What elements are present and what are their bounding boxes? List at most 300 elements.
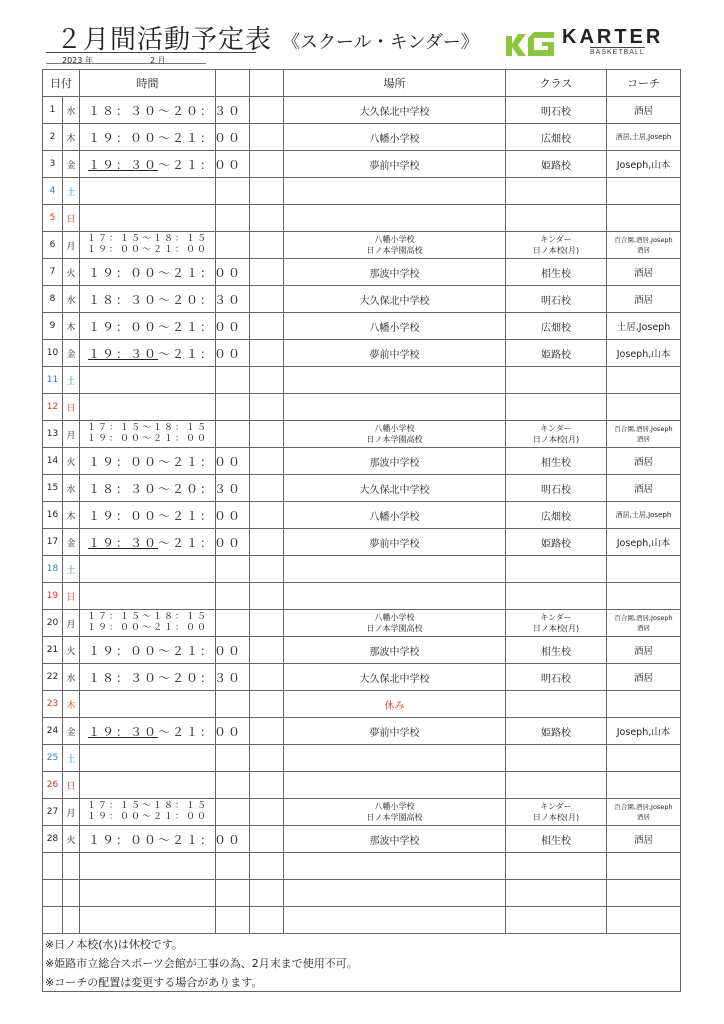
table-row	[43, 583, 681, 610]
place-line-1: 八幡小学校	[374, 424, 415, 433]
place-cell: 那波中学校	[284, 259, 506, 286]
time-cell: １９：００～２１：００	[80, 502, 216, 529]
blank-cell	[506, 556, 607, 583]
table-row	[43, 124, 681, 151]
blank-cell	[250, 178, 284, 205]
blank-cell	[607, 853, 681, 880]
class-line-1: キンダー	[540, 613, 572, 622]
place-line-2: 日ノ本学園高校	[366, 624, 423, 633]
coach-cell: 酒居	[607, 475, 681, 502]
blank-cell	[250, 394, 284, 421]
place-cell: 大久保北中学校	[284, 97, 506, 124]
blank-cell	[607, 745, 681, 772]
blank-cell	[607, 205, 681, 232]
notes-row	[43, 934, 681, 954]
table-row	[43, 448, 681, 475]
class-line-1: キンダー	[540, 424, 572, 433]
table-header-row	[43, 70, 681, 97]
weekday: 水	[63, 475, 80, 502]
time-cell: １９：００～２１：００	[80, 313, 216, 340]
day-number: 5	[43, 205, 63, 232]
notes-row	[43, 953, 681, 972]
place-cell: 大久保北中学校	[284, 286, 506, 313]
blank-cell	[250, 853, 284, 880]
blank-cell	[284, 907, 506, 934]
class-cell: 姫路校	[506, 151, 607, 178]
place-line-2: 日ノ本学園高校	[366, 813, 423, 822]
place-cell: 夢前中学校	[284, 718, 506, 745]
time-cell: １９：００～２１：００	[80, 124, 216, 151]
place-cell: 八幡小学校	[284, 502, 506, 529]
weekday: 月	[63, 610, 80, 637]
blank-cell	[607, 907, 681, 934]
blank-cell	[250, 313, 284, 340]
weekday: 火	[63, 448, 80, 475]
blank-cell	[607, 880, 681, 907]
class-line-2: 日ノ本校(月)	[532, 813, 580, 822]
class-line-2: 日ノ本校(月)	[532, 246, 580, 255]
blank-cell	[250, 799, 284, 826]
class-line-2: 日ノ本校(月)	[532, 624, 580, 633]
day-number: 23	[43, 691, 63, 718]
table-row	[43, 178, 681, 205]
day-number: 3	[43, 151, 63, 178]
col-header-place: 場所	[284, 70, 506, 97]
blank-cell	[250, 340, 284, 367]
month-label: 2 月	[150, 56, 166, 65]
table-row	[43, 502, 681, 529]
weekday: 火	[63, 826, 80, 853]
blank-cell	[607, 367, 681, 394]
table-row	[43, 421, 681, 448]
time-start-underlined: １９：３０	[88, 346, 159, 361]
table-row	[43, 367, 681, 394]
coach-line-2: 酒居	[637, 813, 650, 821]
blank-cell	[506, 178, 607, 205]
weekday: 木	[63, 691, 80, 718]
table-row	[43, 826, 681, 853]
place-cell: 那波中学校	[284, 448, 506, 475]
coach-cell: 酒居,土居,Joseph	[607, 124, 681, 151]
schedule-body	[43, 97, 681, 992]
blank-cell	[80, 367, 216, 394]
blank-cell	[63, 880, 80, 907]
day-number: 25	[43, 745, 63, 772]
weekday: 土	[63, 367, 80, 394]
blank-cell	[80, 178, 216, 205]
class-cell: 姫路校	[506, 340, 607, 367]
coach-cell: 酒居	[607, 637, 681, 664]
note-2: ※姫路市立総合スポーツ会館が工事の為、2月末まで使用不可。	[43, 953, 681, 972]
coach-cell: 酒居	[607, 97, 681, 124]
blank-cell	[607, 691, 681, 718]
empty-row	[43, 880, 681, 907]
blank-cell	[250, 286, 284, 313]
time-end: ～２１：００	[158, 346, 243, 361]
time-line-1: １７：１５～１８：１５	[86, 612, 208, 622]
day-number: 17	[43, 529, 63, 556]
table-row	[43, 340, 681, 367]
time-cell	[80, 151, 243, 178]
coach-cell: Joseph,山本	[607, 340, 681, 367]
day-number: 9	[43, 313, 63, 340]
day-number: 1	[43, 97, 63, 124]
coach-line-1: 百合園,酒居,Joseph	[614, 803, 673, 811]
time-cell	[80, 799, 216, 826]
time-cell	[80, 232, 216, 259]
day-number: 26	[43, 772, 63, 799]
day-number: 2	[43, 124, 63, 151]
time-line-1: １７：１５～１８：１５	[86, 801, 208, 811]
time-end: ～２１：００	[158, 535, 243, 550]
blank-cell	[250, 367, 284, 394]
class-cell	[506, 799, 607, 826]
blank-cell	[506, 691, 607, 718]
note-1: ※日ノ本校(水)は休校です。	[43, 934, 681, 954]
coach-cell	[607, 799, 681, 826]
place-cell: 大久保北中学校	[284, 475, 506, 502]
blank-cell	[506, 367, 607, 394]
blank-cell	[250, 475, 284, 502]
blank-cell	[250, 691, 284, 718]
blank-cell	[250, 664, 284, 691]
blank-cell	[250, 907, 284, 934]
place-cell: 夢前中学校	[284, 529, 506, 556]
blank-cell	[284, 583, 506, 610]
day-number: 14	[43, 448, 63, 475]
coach-line-2: 酒居	[637, 624, 650, 632]
day-number: 19	[43, 583, 63, 610]
blank-cell	[284, 178, 506, 205]
coach-cell	[607, 232, 681, 259]
empty-row	[43, 853, 681, 880]
time-start-underlined: １９：３０	[88, 157, 159, 172]
place-line-2: 日ノ本学園高校	[366, 435, 423, 444]
coach-cell: 酒居	[607, 664, 681, 691]
col-header-date: 日付	[43, 70, 80, 97]
weekday: 金	[63, 340, 80, 367]
class-cell: 相生校	[506, 637, 607, 664]
coach-cell: Joseph,山本	[607, 718, 681, 745]
day-number: 16	[43, 502, 63, 529]
blank-cell	[216, 367, 250, 394]
day-number: 15	[43, 475, 63, 502]
class-cell	[506, 610, 607, 637]
weekday: 火	[63, 259, 80, 286]
table-row	[43, 610, 681, 637]
table-row	[43, 232, 681, 259]
weekday: 日	[63, 772, 80, 799]
coach-line-2: 酒居	[637, 246, 650, 254]
blank-cell	[250, 610, 284, 637]
time-cell	[80, 610, 216, 637]
day-number: 18	[43, 556, 63, 583]
blank-cell	[607, 178, 681, 205]
blank-cell	[216, 232, 250, 259]
holiday-label: 休み	[284, 691, 506, 718]
blank-cell	[284, 556, 506, 583]
place-line-1: 八幡小学校	[374, 235, 415, 244]
time-line-2: １９：００～２１：００	[86, 245, 208, 255]
class-line-2: 日ノ本校(月)	[532, 435, 580, 444]
time-cell	[80, 529, 243, 556]
place-cell: 夢前中学校	[284, 151, 506, 178]
time-cell: １８：３０～２０：３０	[80, 664, 216, 691]
blank-cell	[250, 529, 284, 556]
blank-cell	[506, 205, 607, 232]
place-line-1: 八幡小学校	[374, 802, 415, 811]
place-cell	[284, 421, 506, 448]
table-row	[43, 691, 681, 718]
time-start-underlined: １９：３０	[88, 724, 159, 739]
weekday: 月	[63, 799, 80, 826]
weekday: 金	[63, 529, 80, 556]
class-cell: 相生校	[506, 259, 607, 286]
blank-cell	[506, 394, 607, 421]
time-cell: １９：００～２１：００	[80, 637, 216, 664]
title-underline	[46, 52, 256, 53]
col-header-blank-2	[250, 70, 284, 97]
blank-cell	[216, 394, 250, 421]
class-cell: 明石校	[506, 475, 607, 502]
class-cell: 広畑校	[506, 313, 607, 340]
blank-cell	[80, 745, 216, 772]
logo-mark-icon	[504, 28, 556, 58]
blank-cell	[80, 394, 216, 421]
page-subtitle: 《スクール・キンダー》	[282, 32, 479, 53]
weekday: 金	[63, 151, 80, 178]
blank-cell	[216, 205, 250, 232]
blank-cell	[216, 421, 250, 448]
blank-cell	[43, 880, 63, 907]
weekday: 土	[63, 556, 80, 583]
class-cell: 広畑校	[506, 502, 607, 529]
blank-cell	[216, 610, 250, 637]
class-cell: 相生校	[506, 826, 607, 853]
coach-line-1: 百合園,酒居,Joseph	[614, 614, 673, 622]
table-row	[43, 97, 681, 124]
day-number: 7	[43, 259, 63, 286]
table-row	[43, 529, 681, 556]
day-number: 27	[43, 799, 63, 826]
coach-line-2: 酒居	[637, 435, 650, 443]
blank-cell	[216, 691, 250, 718]
coach-cell	[607, 610, 681, 637]
place-cell: 八幡小学校	[284, 313, 506, 340]
table-row	[43, 637, 681, 664]
day-number: 24	[43, 718, 63, 745]
coach-cell: Joseph,山本	[607, 151, 681, 178]
blank-cell	[250, 205, 284, 232]
table-row	[43, 718, 681, 745]
weekday: 月	[63, 421, 80, 448]
blank-cell	[63, 853, 80, 880]
coach-cell: 酒居	[607, 286, 681, 313]
schedule-table	[42, 69, 681, 992]
weekday: 土	[63, 178, 80, 205]
weekday: 木	[63, 502, 80, 529]
blank-cell	[80, 691, 216, 718]
table-row	[43, 313, 681, 340]
coach-cell: 土居,Joseph	[607, 313, 681, 340]
place-cell: 夢前中学校	[284, 340, 506, 367]
weekday: 木	[63, 124, 80, 151]
blank-cell	[80, 556, 216, 583]
coach-cell: 酒居	[607, 826, 681, 853]
time-cell: １９：００～２１：００	[80, 448, 216, 475]
blank-cell	[284, 394, 506, 421]
coach-cell: Joseph,山本	[607, 529, 681, 556]
blank-cell	[43, 907, 63, 934]
place-cell: 大久保北中学校	[284, 664, 506, 691]
time-cell	[80, 421, 216, 448]
blank-cell	[250, 718, 284, 745]
table-row	[43, 745, 681, 772]
coach-line-1: 百合園,酒居,Joseph	[614, 425, 673, 433]
blank-cell	[250, 880, 284, 907]
coach-cell	[607, 421, 681, 448]
logo-name: KARTER	[562, 26, 664, 48]
blank-cell	[284, 745, 506, 772]
place-line-2: 日ノ本学園高校	[366, 246, 423, 255]
blank-cell	[250, 826, 284, 853]
day-number: 6	[43, 232, 63, 259]
day-number: 10	[43, 340, 63, 367]
coach-cell: 酒居	[607, 259, 681, 286]
blank-cell	[80, 853, 216, 880]
coach-cell: 酒居	[607, 448, 681, 475]
blank-cell	[250, 124, 284, 151]
place-cell: 那波中学校	[284, 637, 506, 664]
note-3: ※コーチの配置は変更する場合があります。	[43, 972, 681, 992]
weekday: 水	[63, 664, 80, 691]
weekday: 月	[63, 232, 80, 259]
blank-cell	[284, 205, 506, 232]
weekday: 金	[63, 718, 80, 745]
blank-cell	[80, 907, 216, 934]
time-line-2: １９：００～２１：００	[86, 623, 208, 633]
blank-cell	[216, 772, 250, 799]
blank-cell	[216, 178, 250, 205]
class-cell: 明石校	[506, 664, 607, 691]
blank-cell	[284, 772, 506, 799]
class-cell: 明石校	[506, 286, 607, 313]
table-row	[43, 259, 681, 286]
blank-cell	[607, 583, 681, 610]
weekday: 日	[63, 583, 80, 610]
blank-cell	[250, 448, 284, 475]
class-cell	[506, 232, 607, 259]
blank-cell	[506, 772, 607, 799]
blank-cell	[506, 583, 607, 610]
weekday: 木	[63, 313, 80, 340]
time-cell: １８：３０～２０：３０	[80, 286, 216, 313]
time-cell: １９：００～２１：００	[80, 259, 216, 286]
place-cell	[284, 799, 506, 826]
karter-logo	[504, 28, 674, 58]
place-cell: 那波中学校	[284, 826, 506, 853]
weekday: 日	[63, 394, 80, 421]
blank-cell	[506, 880, 607, 907]
blank-cell	[250, 745, 284, 772]
time-cell: １９：００～２１：００	[80, 826, 216, 853]
day-number: 4	[43, 178, 63, 205]
blank-cell	[80, 205, 216, 232]
col-header-blank-1	[216, 70, 250, 97]
place-cell: 八幡小学校	[284, 124, 506, 151]
blank-cell	[250, 421, 284, 448]
blank-cell	[607, 772, 681, 799]
blank-cell	[250, 97, 284, 124]
blank-cell	[250, 637, 284, 664]
weekday: 土	[63, 745, 80, 772]
table-row	[43, 475, 681, 502]
blank-cell	[80, 880, 216, 907]
time-cell	[80, 340, 243, 367]
day-number: 28	[43, 826, 63, 853]
table-row	[43, 772, 681, 799]
time-line-2: １９：００～２１：００	[86, 812, 208, 822]
blank-cell	[250, 556, 284, 583]
time-line-1: １７：１５～１８：１５	[86, 423, 208, 433]
class-cell	[506, 421, 607, 448]
weekday: 日	[63, 205, 80, 232]
day-number: 22	[43, 664, 63, 691]
blank-cell	[63, 907, 80, 934]
blank-cell	[43, 853, 63, 880]
blank-cell	[216, 853, 250, 880]
time-start-underlined: １９：３０	[88, 535, 159, 550]
table-row	[43, 205, 681, 232]
col-header-coach: コーチ	[607, 70, 681, 97]
notes-row	[43, 972, 681, 992]
time-end: ～２１：００	[158, 157, 243, 172]
blank-cell	[216, 745, 250, 772]
blank-cell	[216, 583, 250, 610]
day-number: 11	[43, 367, 63, 394]
day-number: 12	[43, 394, 63, 421]
day-number: 21	[43, 637, 63, 664]
day-number: 13	[43, 421, 63, 448]
coach-line-1: 百合園,酒居,Joseph	[614, 236, 673, 244]
blank-cell	[250, 151, 284, 178]
table-row	[43, 556, 681, 583]
blank-cell	[80, 583, 216, 610]
blank-cell	[216, 799, 250, 826]
time-line-2: １９：００～２１：００	[86, 434, 208, 444]
class-cell: 姫路校	[506, 718, 607, 745]
logo-subtext: BASKETBALL	[590, 49, 645, 56]
class-cell: 広畑校	[506, 124, 607, 151]
time-line-1: １７：１５～１８：１５	[86, 234, 208, 244]
blank-cell	[250, 583, 284, 610]
blank-cell	[284, 880, 506, 907]
time-cell	[80, 718, 243, 745]
col-header-class: クラス	[506, 70, 607, 97]
weekday: 水	[63, 286, 80, 313]
table-row	[43, 799, 681, 826]
place-cell	[284, 232, 506, 259]
table-row	[43, 286, 681, 313]
coach-cell: 酒居,土居,Joseph	[607, 502, 681, 529]
blank-cell	[216, 880, 250, 907]
empty-row	[43, 907, 681, 934]
blank-cell	[506, 853, 607, 880]
blank-cell	[216, 556, 250, 583]
time-cell: １８：３０～２０：３０	[80, 97, 216, 124]
blank-cell	[80, 772, 216, 799]
class-cell: 明石校	[506, 97, 607, 124]
